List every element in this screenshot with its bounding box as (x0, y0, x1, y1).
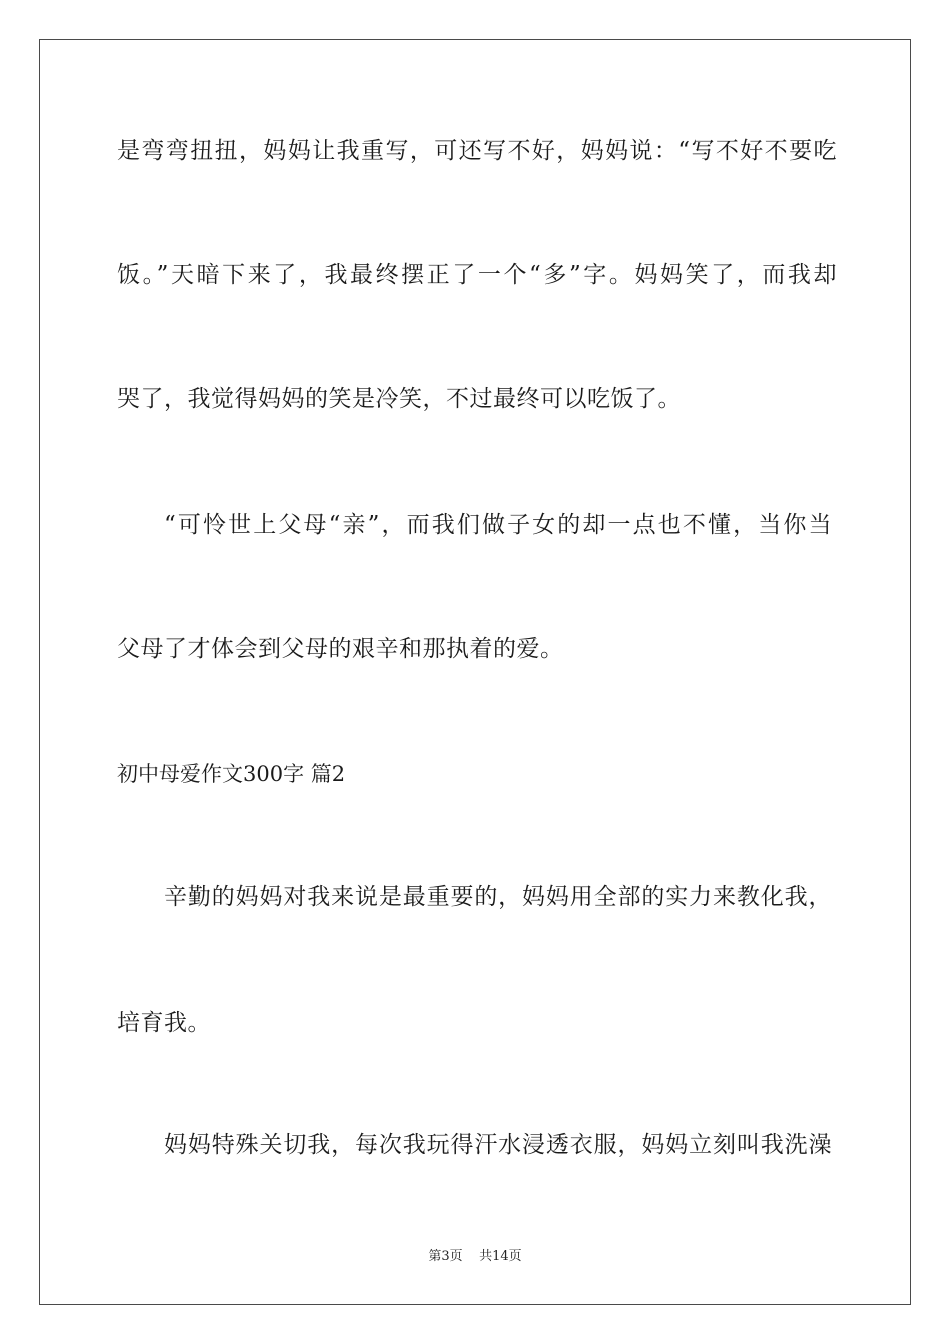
paragraph-line: 父母了才体会到父母的艰辛和那执着的爱。 (117, 636, 564, 662)
paragraph-line: 是弯弯扭扭，妈妈让我重写，可还写不好，妈妈说：“写不好不要吃 (117, 138, 837, 164)
page-border (39, 39, 911, 1305)
paragraph-line: 辛勤的妈妈对我来说是最重要的，妈妈用全部的实力来教化我， (164, 884, 832, 910)
section-heading: 初中母爱作文300字 篇2 (117, 762, 346, 786)
paragraph-line: 培育我。 (117, 1010, 211, 1036)
page-number: 第3页 (428, 1249, 463, 1264)
page-footer (0, 1248, 950, 1266)
page-total: 共14页 (479, 1249, 522, 1264)
paragraph-line: 妈妈特殊关切我，每次我玩得汗水浸透衣服，妈妈立刻叫我洗澡 (164, 1132, 832, 1158)
paragraph-line: 哭了，我觉得妈妈的笑是冷笑，不过最终可以吃饭了。 (117, 386, 681, 412)
paragraph-line: 饭。”天暗下来了，我最终摆正了一个“多”字。妈妈笑了，而我却 (117, 262, 837, 288)
paragraph-line: “可怜世上父母“亲”，而我们做子女的却一点也不懂，当你当 (164, 512, 832, 538)
